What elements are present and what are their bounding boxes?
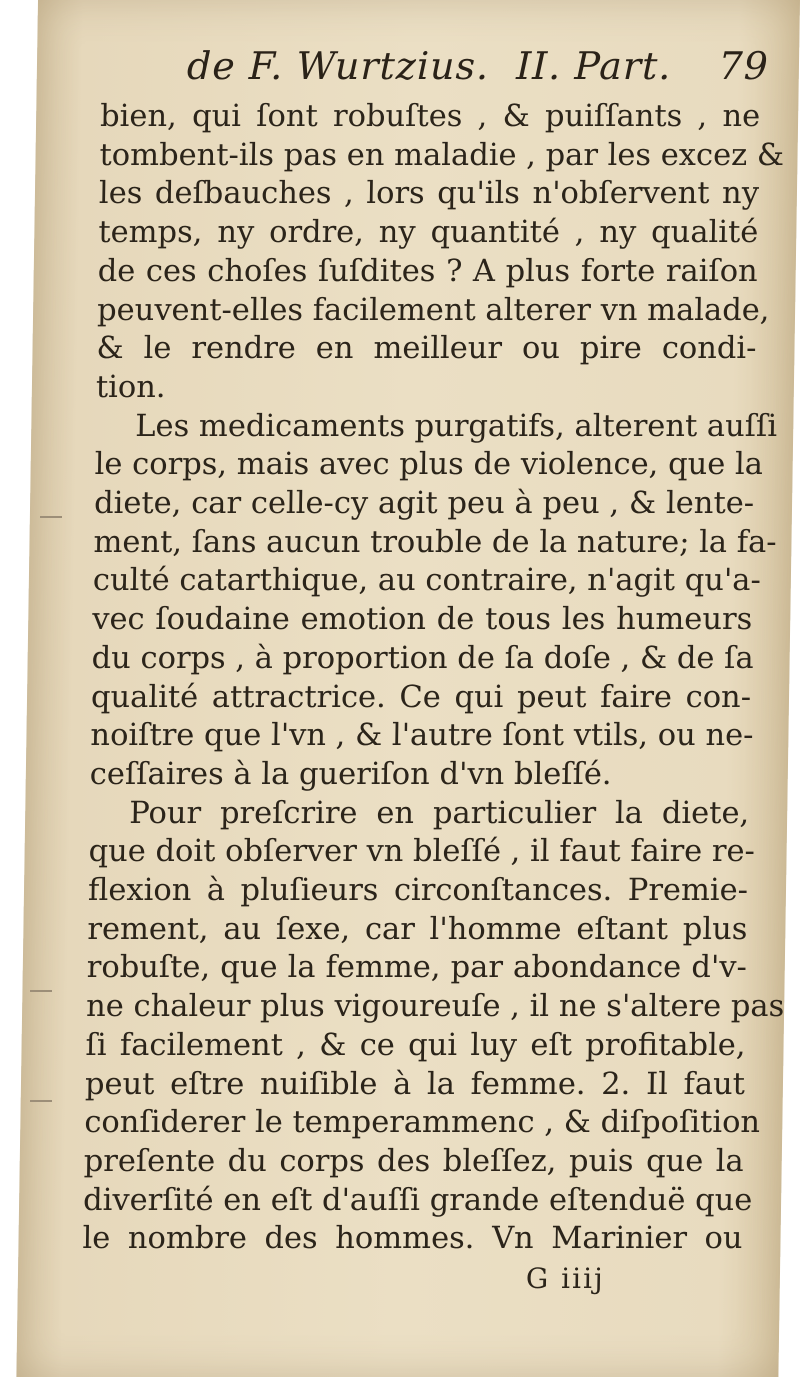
body-text [82,98,785,1259]
margin-mark [30,990,52,992]
book-page [16,0,800,1377]
text-line: tombent-ils pas en maladie , par les excez & [99,137,785,173]
signature-mark: G iiij [525,1262,606,1295]
header-author: de F. Wurtzius. [186,44,490,88]
text-line: diete, car celle-cy agit peu à peu , & lente- [93,486,755,522]
text-line: ſi facilement , & ce qui luy eſt profitable, [85,1027,746,1063]
margin-mark [30,1100,52,1102]
text-line: diverſité en eſt d'auſſi grande eſtenduë que [82,1182,753,1218]
text-line: tion. [95,369,166,405]
text-line: conſiderer le temperammenc , & diſpoſition [84,1105,761,1141]
text-line: que doit obſerver vn bleſſé , il faut faire re- [88,834,756,870]
text-line: de ces choſes ſuſdites ? A plus forte raiſon [97,253,759,289]
page-number: 79 [718,44,770,88]
text-line: noiſtre que l'vn , & l'autre ſont vtils, ou ne- [90,718,754,754]
text-line: ment, ſans aucun trouble de la nature; la fa- [93,524,777,560]
text-line: temps, ny ordre, ny quantité , ny qualité [98,215,759,251]
margin-mark [40,516,62,518]
text-line: preſente du corps des bleſſez, puis que la [83,1143,745,1179]
text-line: le nombre des hommes. Vn Marinier ou [82,1221,743,1257]
paragraph-start-line: Pour preſcrire en particulier la diete, [128,795,750,831]
text-line: peut eſtre nuiſible à la femme. 2. Il faut [84,1066,746,1102]
text-line: le corps, mais avec plus de violence, que la [94,447,764,483]
text-line: ne chaleur plus vigoureuſe , il ne s'altere pas [85,989,785,1025]
text-line: les deſbauches , lors qu'ils n'obſervent ny [98,176,760,212]
header-part: II. Part. [515,44,672,88]
text-line: rement, au ſexe, car l'homme eſtant plus [87,911,748,947]
text-line: robuſte, que la femme, par abondance d'v- [86,950,748,986]
text-line: ceſſaires à la gueriſon d'vn bleſſé. [89,756,612,792]
text-line: & le rendre en meilleur ou pire condi- [96,331,757,367]
text-line: qualité attractrice. Ce qui peut faire con- [90,679,752,715]
text-line: flexion à pluſieurs circonſtances. Premie- [87,873,749,909]
running-header [187,44,778,88]
paragraph-start-line: Les medicaments purgatifs, alterent auſſi [135,408,778,444]
text-line: peuvent-elles facilement alterer vn malade, [96,292,770,328]
text-line: bien, qui ſont robuſtes , & puiſſants , ne [99,99,761,134]
text-line: du corps , à proportion de ſa doſe , & de ſa [91,640,754,676]
text-line: vec ſoudaine emotion de tous les humeurs [91,602,753,638]
text-line: culté catarthique, au contraire, n'agit qu'a- [92,563,762,599]
